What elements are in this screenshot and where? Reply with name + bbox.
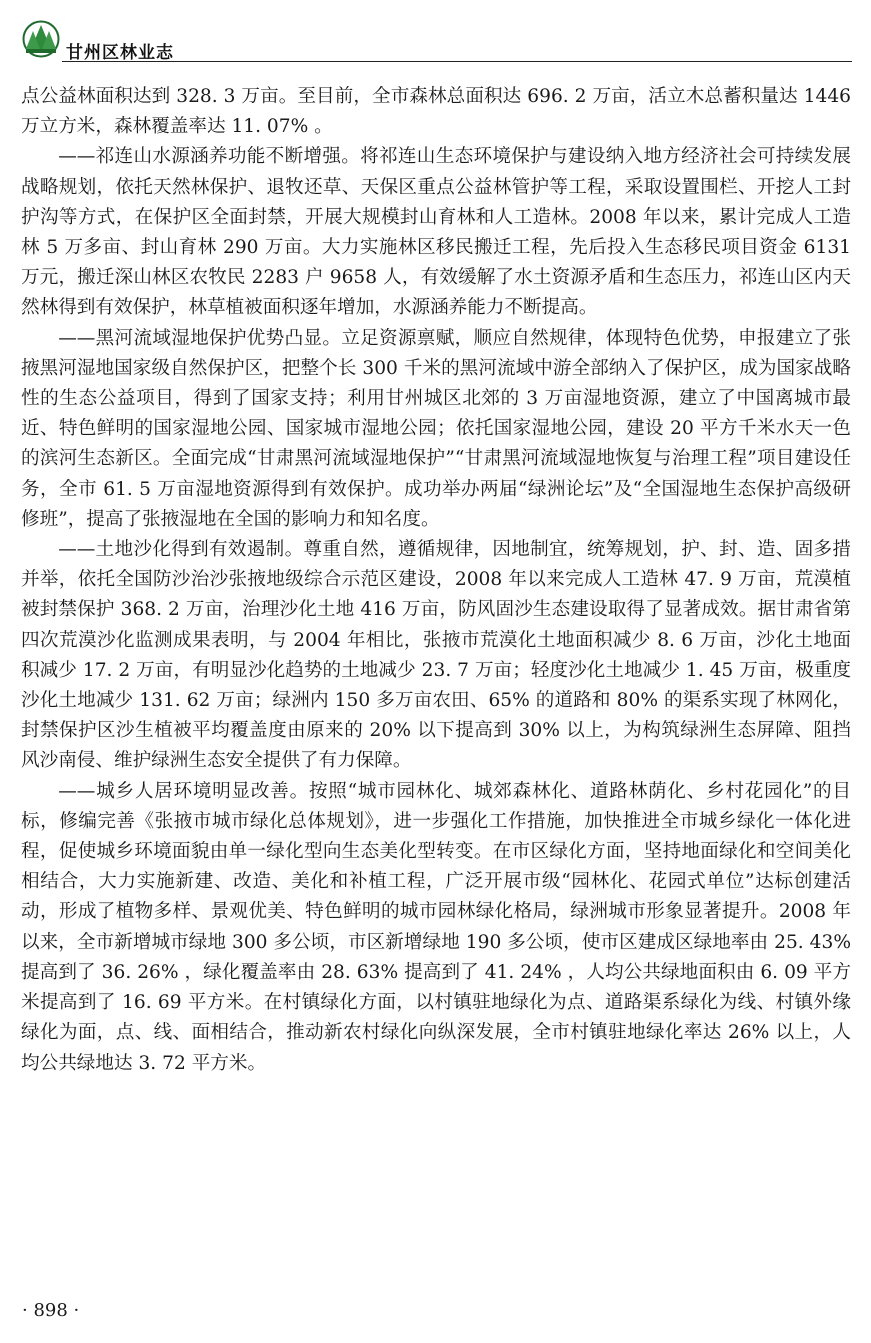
paragraph-5: ——城乡人居环境明显改善。按照“城市园林化、城郊森林化、道路林荫化、乡村花园化”的目标，修编完善《张掖市城市绿化总体规划》，进一步强化工作措施，加快推进全市城乡绿化一体化进程，促使城乡环境面貌由单一绿化型向生态美化型转变。在市区绿化方面，坚持地面绿化和空间美化相结合，大力实施新建、改造、美化和补植工程，广泛开展市级“园林化、花园式单位”达标创建活动，形成了植物多样、景观优美、特色鲜明的城市园林绿化格局，绿洲城市形象显著提升。2008 年以来，全市新增城市绿地 300 多公顷，市区新增绿地 190 多公顷，使市区建成区绿地率由 25. 43% 提高到了 36. 26% ，绿化覆盖率由 28. 63% 提高到了 41. 24% ，人均公共绿地面积由 6. 09 平方米提高到了 16. 69 平方米。在村镇绿化方面，以村镇驻地绿化为点、道路渠系绿化为线、村镇外缘绿化为面，点、线、面相结合，推动新农村绿化向纵深发展，全市村镇驻地绿化率达 26% 以上，人均公共绿地达 3. 72 平方米。: [21, 780, 851, 1074]
page-number: · 898 ·: [22, 1300, 80, 1321]
body-text: [21, 82, 851, 1079]
forest-logo-icon: [22, 20, 60, 58]
paragraph-3: ——黑河流域湿地保护优势凸显。立足资源禀赋，顺应自然规律，体现特色优势，申报建立了张掖黑河湿地国家级自然保护区，把整个长 300 千米的黑河流域中游全部纳入了保护区，成为国家战略性的生态公益项目，得到了国家支持；利用甘州城区北郊的 3 万亩湿地资源，建立了中国离城市最近、特色鲜明的国家湿地公园、国家城市湿地公园；依托国家湿地公园，建设 20 平方千米水天一色的滨河生态新区。全面完成“甘肃黑河流域湿地保护”“甘肃黑河流域湿地恢复与治理工程”项目建设任务，全市 61. 5 万亩湿地资源得到有效保护。成功举办两届“绿洲论坛”及“全国湿地生态保护高级研修班”，提高了张掖湿地在全国的影响力和知名度。: [21, 327, 851, 530]
paragraph-1: 点公益林面积达到 328. 3 万亩。至目前，全市森林总面积达 696. 2 万亩，活立木总蓄积量达 1446 万立方米，森林覆盖率达 11. 07% 。: [21, 86, 851, 138]
paragraph-2: ——祁连山水源涵养功能不断增强。将祁连山生态环境保护与建设纳入地方经济社会可持续发展战略规划，依托天然林保护、退牧还草、天保区重点公益林管护等工程，采取设置围栏、开挖人工封护沟等方式，在保护区全面封禁，开展大规模封山育林和人工造林。2008 年以来，累计完成人工造林 5 万多亩、封山育林 290 万亩。大力实施林区移民搬迁工程，先后投入生态移民项目资金 6131 万元，搬迁深山林区农牧民 2283 户 9658 人，有效缓解了水土资源矛盾和生态压力，祁连山区内天然林得到有效保护，林草植被面积逐年增加，水源涵养能力不断提高。: [21, 146, 851, 319]
header-divider: [62, 61, 852, 62]
paragraph-4: ——土地沙化得到有效遏制。尊重自然，遵循规律，因地制宜，统筹规划，护、封、造、固多措并举，依托全国防沙治沙张掖地级综合示范区建设，2008 年以来完成人工造林 47. 9 万亩，荒漠植被封禁保护 368. 2 万亩，治理沙化土地 416 万亩，防风固沙生态建设取得了显著成效。据甘肃省第四次荒漠沙化监测成果表明，与 2004 年相比，张掖市荒漠化土地面积减少 8. 6 万亩，沙化土地面积减少 17. 2 万亩，有明显沙化趋势的土地减少 23. 7 万亩；轻度沙化土地减少 1. 45 万亩，极重度沙化土地减少 131. 62 万亩；绿洲内 150 多万亩农田、65% 的道路和 80% 的渠系实现了林网化，封禁保护区沙生植被平均覆盖度由原来的 20% 以下提高到 30% 以上，为构筑绿洲生态屏障、阻挡风沙南侵、维护绿洲生态安全提供了有力保障。: [21, 539, 851, 772]
page-header: [22, 20, 852, 64]
header-title: 甘州区林业志: [66, 43, 174, 63]
